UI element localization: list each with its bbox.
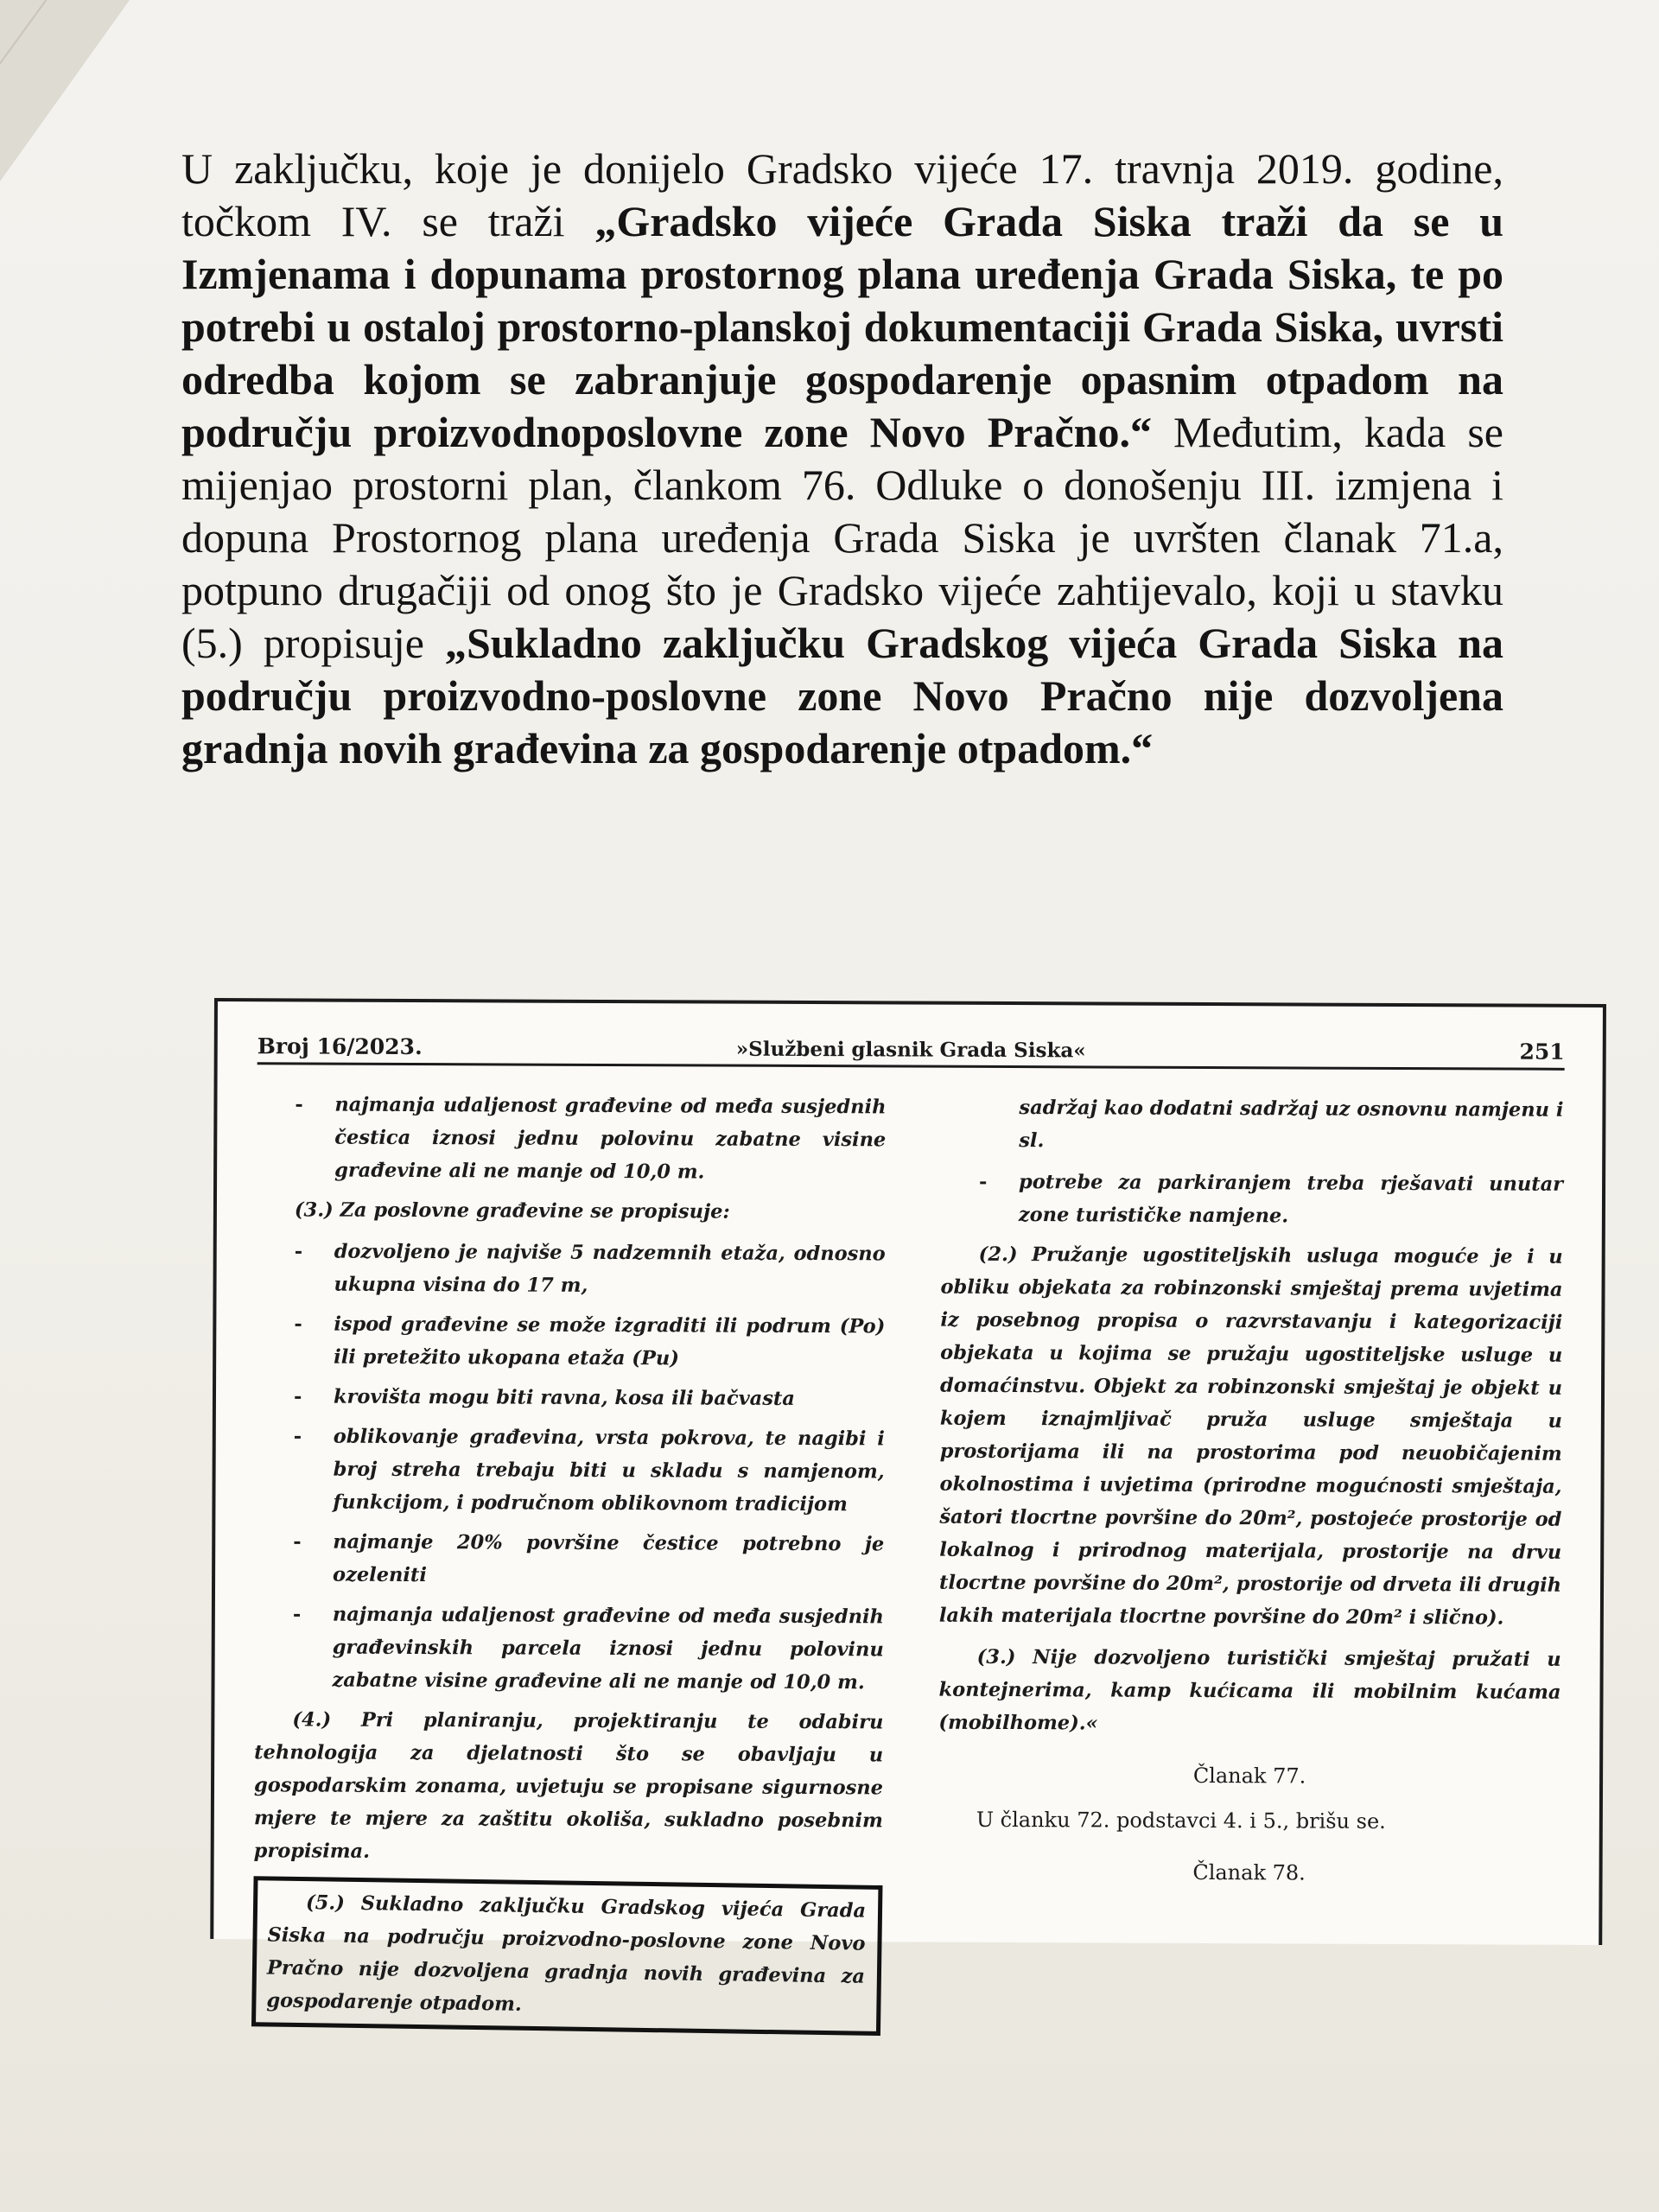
gazette-clipping — [210, 998, 1606, 2016]
bullet-list-business — [254, 1235, 885, 1699]
main-text-quote-1: „Gradsko vijeće Grada Siska traži da se u Izmjenama i dopunama prostornog plana uređenja Grada Siska, te po potrebi u ostaloj prostorno-planskoj dokumentaciji Grada Siska, uvrsti odredba kojom se zabranjuje gospodarenje opasnim otpadom na području proizvodnoposlovne zone Novo Pračno.“ — [181, 197, 1504, 456]
main-text-quote-2: „Sukladno zaključku Gradskog vijeća Grada Siska na području proizvodno-poslovne zone Novo Pračno nije dozvoljena gradnja novih građevina za gospodarenje otpadom.“ — [181, 619, 1503, 772]
list-item: - najmanje 20% površine čestice potrebno je ozeleniti — [255, 1525, 884, 1593]
gazette-header — [257, 1027, 1565, 1071]
article-78-title: Članak 78. — [1192, 1859, 1306, 1885]
gazette-left-column — [253, 1088, 887, 2037]
list-item: - najmanja udaljenost građevine od međa susjednih čestica iznosi jednu polovinu zabatne visine građevine ali ne manje od 10,0 m. — [257, 1088, 886, 1189]
list-item: - oblikovanje građevina, vrsta pokrova, te nagibi i broj streha trebaju biti u skladu s namjenom, funkcijom, i područnom oblikovnom tradicijom — [255, 1420, 884, 1521]
gazette-title: »Službeni glasnik Grada Siska« — [735, 1037, 1086, 1063]
gazette-page-number: 251 — [1519, 1039, 1565, 1065]
paragraph-2-robinson: (2.) Pružanje ugostiteljskih usluga moguće je i u obliku objekata za robinzonski smještaj prema uvjetima iz posebnog propisa o razvrstavanju i kategorizaciji objekata u kojima se pružaju ugostiteljske usluge u domaćinstvu. Objekt za robinzonski smještaj je objekt u kojem iznajmljivač pruža usluge smještaja u prostorijama ili na prostorima pod neuobičajenim okolnostima i uvjetima (prirodne mogućnosti smještaja, šatori tlocrtne površine do 20m², postojeće prostorije od lokalnog i prirodnog materijala, prostorije na drvu tlocrtne površine do 20m², prostorije od drveta ili drugih lakih materijala tlocrtne površine do 20m² i slično). — [938, 1243, 1563, 1630]
list-item: - ispod građevine se može izgraditi ili podrum (Po) ili pretežito ukopana etaža (Pu) — [256, 1307, 885, 1376]
gazette-right-column — [938, 1091, 1563, 1903]
highlighted-paragraph-5: (5.) Sukladno zaključku Gradskog vijeća Grada Siska na području proizvodno-poslovne zone Novo Pračno nije dozvoljena gradnja novih građevina za gospodarenje otpadom. — [251, 1876, 883, 2036]
article-77-title: Članak 77. — [1192, 1763, 1306, 1789]
article-77-text: U članku 72. podstavci 4. i 5., brišu se. — [976, 1807, 1386, 1834]
gazette-issue-number: Broj 16/2023. — [257, 1033, 423, 1060]
list-item: - potrebe za parkiranjem treba rješavati unutar zone turističke namjene. — [941, 1166, 1563, 1234]
list-item: - krovišta mogu biti ravna, kosa ili bačvasta — [256, 1380, 885, 1415]
page-corner-fold — [0, 0, 130, 181]
bullet-list-top — [257, 1088, 886, 1189]
paragraph-4: (4.) Pri planiranju, projektiranju te odabiru tehnologija za djelatnosti što se obavljaju u gospodarskim zonama, uvjetuju se propisane sigurnosne mjere te mjere za zaštitu okoliša, sukladno posebnim propisima. — [253, 1708, 884, 1863]
main-text-middle: Međutim, kada se mijenjao prostorni plan, člankom 76. Odluke o donošenju III. izmjena i dopuna Prostornog plana uređenja Grada Siska je uvršten članak 71.a, potpuno drugačiji od onog što je Gradsko vijeće zahtijevalo, koji u stavku (5.) propisuje — [181, 408, 1503, 667]
main-text-intro: U zaključku, koje je donijelo Gradsko vijeće 17. travnja 2019. godine, točkom IV. se traži — [181, 144, 1503, 245]
paragraph-3-containers: (3.) Nije dozvoljeno turistički smještaj pružati u kontejnerima, kamp kućicama ili mobilnim kućama (mobilhome).« — [938, 1645, 1561, 1735]
bullet-list-right — [941, 1166, 1563, 1234]
continuation-text: sadržaj kao dodatni sadržaj uz osnovnu namjenu i sl. — [1019, 1096, 1564, 1153]
paragraph-3-heading: (3.) Za poslovne građevine se propisuje: — [294, 1198, 730, 1224]
list-item: - dozvoljeno je najviše 5 nadzemnih etaža, odnosno ukupna visina do 17 m, — [256, 1235, 885, 1303]
main-paragraph — [181, 143, 1503, 775]
list-item: - najmanja udaljenost građevine od međa susjednih građevinskih parcela iznosi jednu polovinu zabatne visine građevine ali ne manje od 10,0 m. — [254, 1598, 883, 1699]
